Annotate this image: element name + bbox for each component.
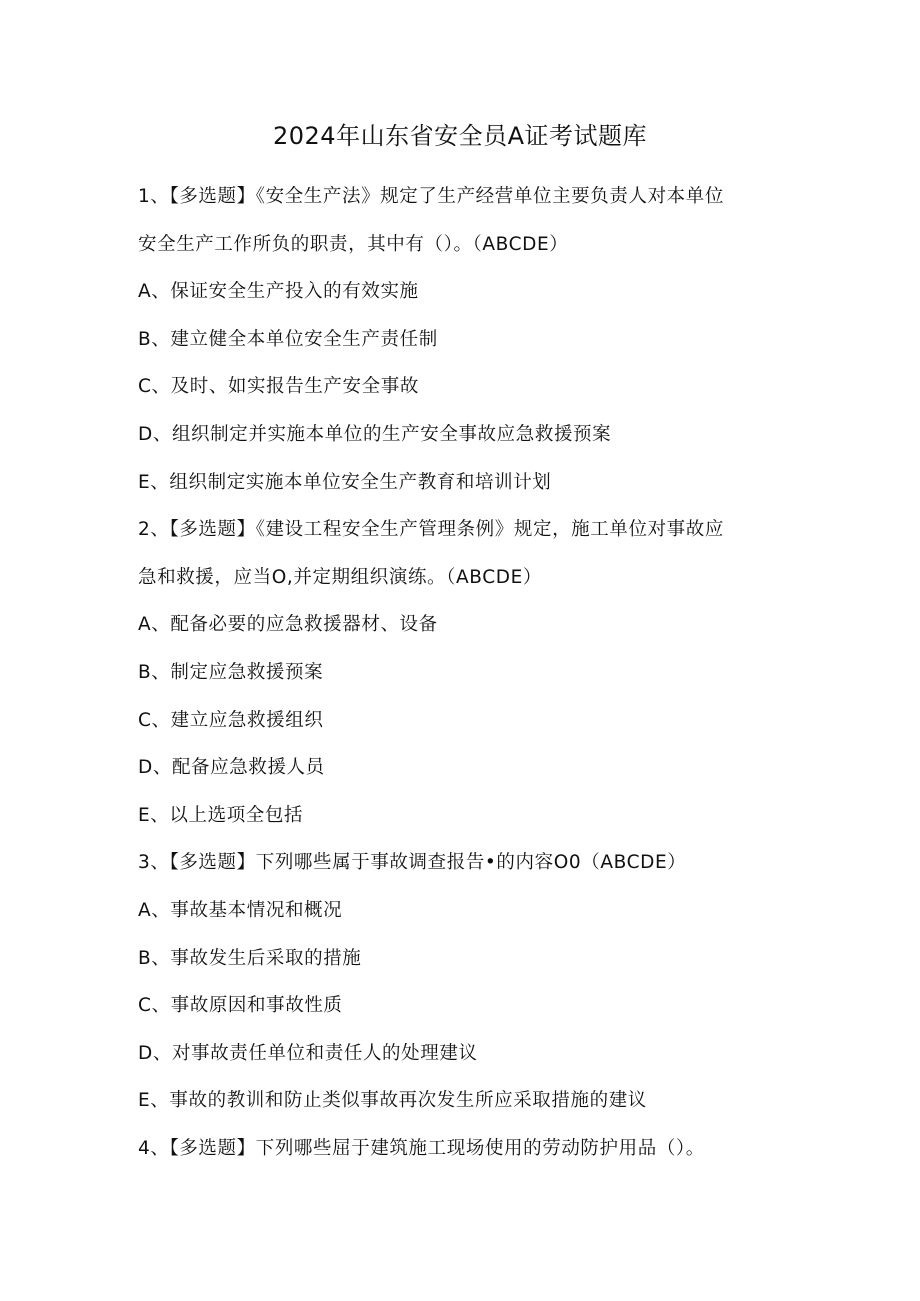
- text-line: 1、【多选题】《安全生产法》规定了生产经营单位主要负责人对本单位: [138, 186, 724, 207]
- text-line: 3、【多选题】下列哪些属于事故调查报告•的内容O0（ABCDE）: [138, 852, 687, 874]
- text-line: 安全生产工作所负的职责，其中有（）。（ABCDE）: [138, 233, 569, 255]
- text-line: A、事故基本情况和概况: [138, 899, 343, 921]
- text-line: E、以上选项全包括: [138, 804, 304, 826]
- text-line: C、及时、如实报告生产安全事故: [138, 376, 419, 398]
- text-line: E、事故的教训和防止类似事故再次发生所应采取措施的建议: [138, 1090, 647, 1112]
- text-line: A、配备必要的应急救援器材、设备: [138, 614, 438, 636]
- text-line: D、对事故责任单位和责任人的处理建议: [138, 1042, 478, 1064]
- text-line: B、建立健全本单位安全生产责任制: [138, 328, 438, 350]
- text-line: D、组织制定并实施本单位的生产安全事故应急救援预案: [138, 423, 612, 445]
- text-line: 急和救援，应当O,并定期组织演练。（ABCDE）: [138, 566, 542, 588]
- text-line: A、保证安全生产投入的有效实施: [138, 281, 419, 303]
- text-line: B、制定应急救援预案: [138, 661, 324, 683]
- text-line: E、组织制定实施本单位安全生产教育和培训计划: [138, 471, 552, 493]
- text-line: 2、【多选题】《建设工程安全生产管理条例》规定，施工单位对事故应: [138, 519, 724, 541]
- document-body: [138, 173, 788, 1172]
- text-line: D、配备应急救援人员: [138, 757, 325, 779]
- text-line: 4、【多选题】下列哪些屈于建筑施工现场使用的劳动防护用品（）。: [138, 1137, 705, 1159]
- text-line: B、事故发生后采取的措施: [138, 947, 362, 969]
- text-line: C、事故原因和事故性质: [138, 995, 343, 1017]
- text-line: C、建立应急救援组织: [138, 709, 324, 731]
- document-title: 2024年山东省安全员A证考试题库: [273, 122, 647, 150]
